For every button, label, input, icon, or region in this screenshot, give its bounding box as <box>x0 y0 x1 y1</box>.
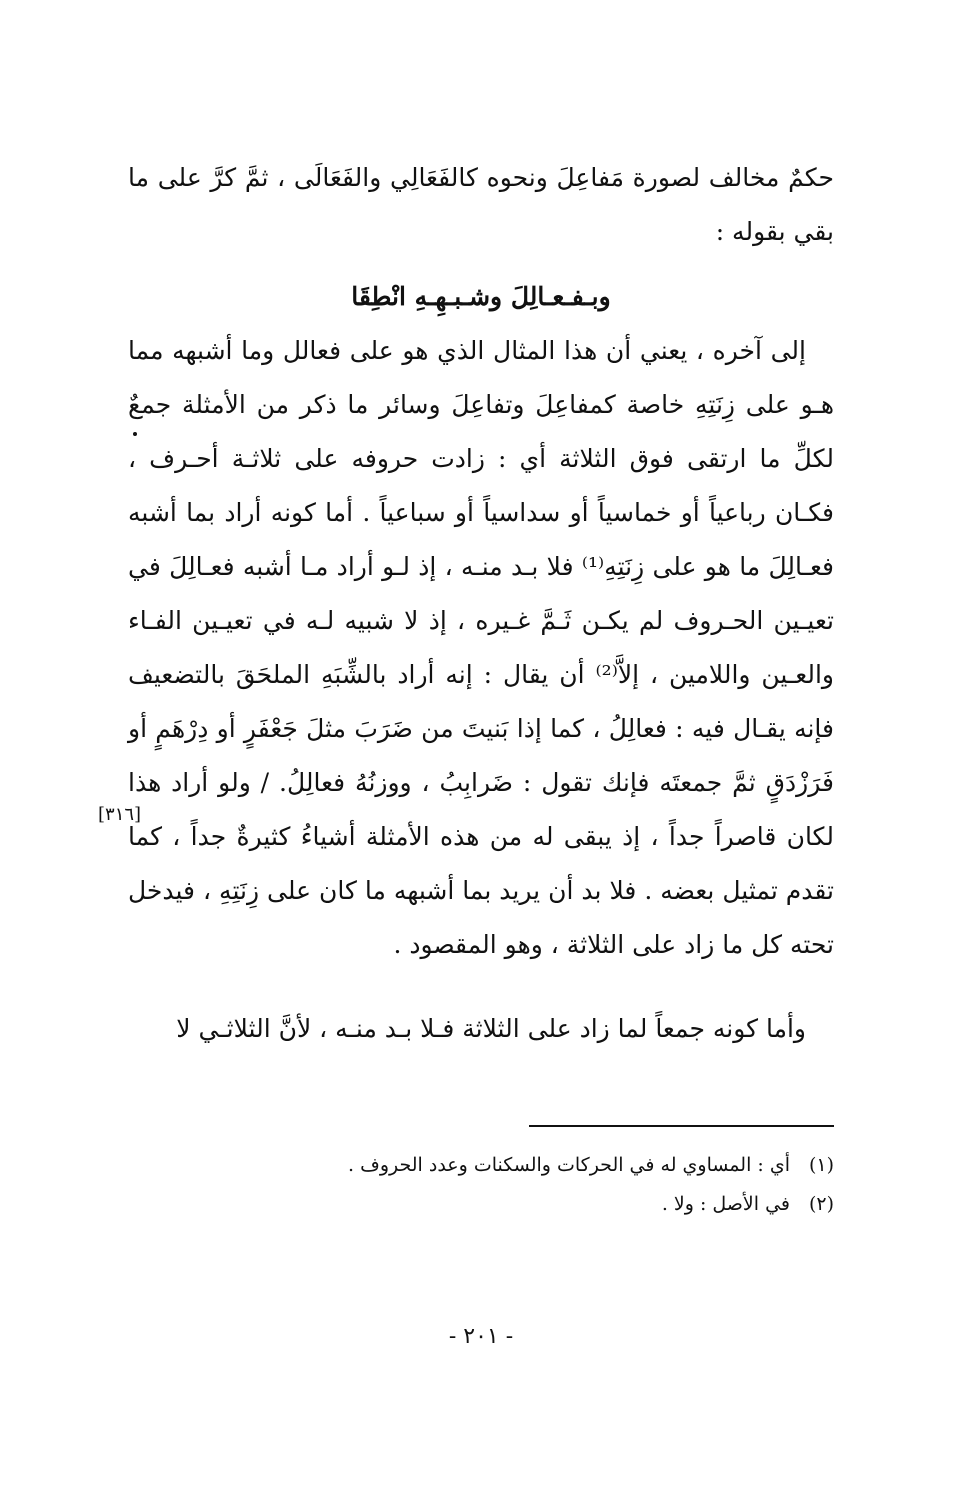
footnote-number: (٢) <box>808 1193 834 1215</box>
verse-line: وبـفـعـالِلَ وشـبـهِـهِ انْطِقَا <box>351 282 611 311</box>
page-number: - ٢٠١ - <box>448 1324 514 1349</box>
margin-dot-mark <box>133 432 137 436</box>
footnotes <box>128 1146 834 1224</box>
paragraph-commentary: إلى آخره ، يعني أن هذا المثال الذي هو على فعالل وما أشبهه مما هـو على زِنَتِهِ خاصة كمفاعِلَ وتفاعِلَ وسائر ما ذكر من الأمثلة جمعٌ لكلِّ ما ارتقى فوق الثلاثة أي : زادت حروفه على ثلاثـة أحـرف ، فكـان رباعياً أو خماسياً أو سداسياً أو سباعياً . أما كونه أراد بما أشبه فعـالِلَ ما هو على زِنَتِهِ⁽¹⁾ فلا بـد منـه ، إذ لـو أراد مـا أشبه فعـالِلَ في تعيـين الحـروف لم يكـن ثَـمَّ غـيره ، إذ لا شبيه لـه في تعيـين الفـاء والعـين واللامين ، إلاَّ⁽²⁾ أن يقال : إنه أراد بالشِّبَهِ الملحَقَ بالتضعيف فإنه يقـال فيه : فعالِلُ ، كما إذا بَنيتَ من ضَرَبَ مثلَ جَعْفَرٍ أو دِرْهَمٍ أو فَرَزْدَقٍ ثمَّ جمعتَه فإنك تقول : ضَرابِبُ ، ووزنُهُ فعالِلُ. / ولو أراد هذا لكان قاصراً جداً ، إذ يبقى له من هذه الأمثلة أشياءُ كثيرةٌ جداً ، كما تقدم تمثيل بعضه . فلا بد أن يريد بما أشبهه ما كان على زِنَتِهِ ، فيدخل تحته كل ما زاد على الثلاثة ، وهو المقصود . <box>128 336 835 959</box>
footnote-text: أي : المساوي له في الحركات والسكنات وعدد الحروف . <box>348 1154 790 1176</box>
footnote-text: في الأصل : ولا . <box>661 1193 790 1215</box>
footnote-item <box>128 1146 834 1185</box>
footnote-item <box>128 1185 834 1224</box>
margin-page-reference: [٣١٦] <box>98 804 142 825</box>
paragraph-intro: حكمٌ مخالف لصورة مَفاعِلَ ونحوه كالفَعَالِي والفَعَالَى ، ثمَّ كرَّ على ما بقي بقوله : <box>128 163 834 246</box>
paragraph-continuation: وأما كونه جمعاً لما زاد على الثلاثة فـلا بـد منـه ، لأنَّ الثلاثـي لا <box>176 1014 806 1043</box>
footnote-number: (١) <box>808 1154 834 1176</box>
footnote-separator <box>529 1125 834 1127</box>
